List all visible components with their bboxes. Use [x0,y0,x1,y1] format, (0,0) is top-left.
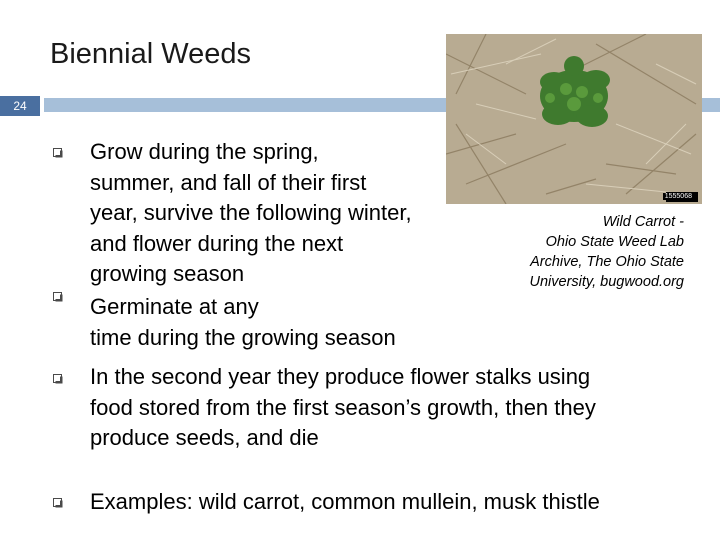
bullet-line: In the second year they produce flower stalks using [90,364,591,389]
bullet-line: produce seeds, and die [90,425,319,450]
caption-line: Archive, The Ohio State [530,254,684,270]
caption-line: University, bugwood.org [529,274,684,290]
bullet-text [90,362,596,454]
slide-number: 24 [0,96,40,116]
bullet-line: summer, and fall of their first [90,169,367,195]
photo-id-label: 1555068 [664,193,692,200]
bullet-line: year, survive the following winter, [90,200,412,225]
slide-title: Biennial Weeds [50,38,251,70]
bullet-text [90,487,600,518]
checkbox-square-icon [53,374,63,384]
checkbox-square-icon [53,498,63,508]
bullet-line: and flower during the next [90,230,344,256]
bullet-line: food stored from the first season’s growth, then they [90,394,596,420]
caption-line: Ohio State Weed Lab [545,234,684,250]
checkbox-square-icon [53,292,63,302]
bullet-text [90,292,396,353]
bullet-line: Germinate at any [90,294,259,319]
bullet-line: time during the growing season [90,324,396,350]
bullet-text [90,137,412,290]
bullet-line: growing season [90,261,245,286]
caption-line: Wild Carrot - [602,214,684,230]
bullet-line: Grow during the spring, [90,139,319,164]
checkbox-square-icon [53,148,63,158]
bullet-line: Examples: wild carrot, common mullein, musk thistle [90,489,600,514]
